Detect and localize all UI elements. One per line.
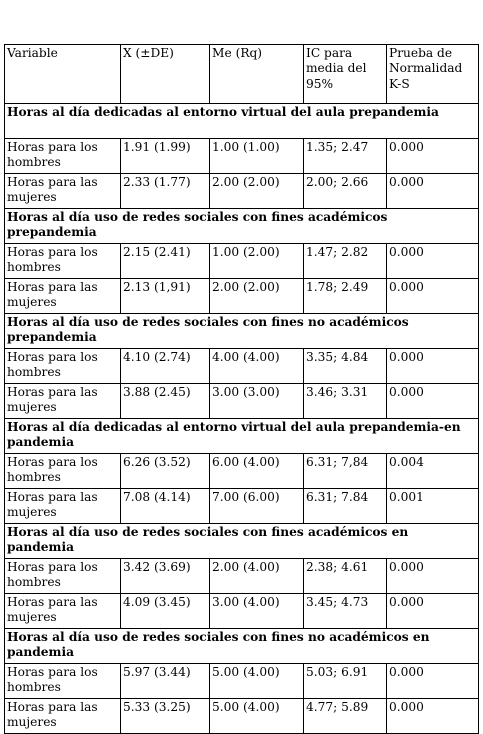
cell-confidence-interval: 6.31; 7.84 bbox=[304, 489, 387, 524]
table-row bbox=[5, 349, 479, 384]
table-row bbox=[5, 594, 479, 629]
table-row bbox=[5, 699, 479, 734]
cell-variable: Horas para las mujeres bbox=[5, 174, 121, 209]
cell-confidence-interval: 1.78; 2.49 bbox=[304, 279, 387, 314]
cell-variable: Horas para las mujeres bbox=[5, 594, 121, 629]
cell-normality-test: 0.000 bbox=[387, 279, 479, 314]
cell-mean-sd: 6.26 (3.52) bbox=[121, 454, 210, 489]
cell-median-iqr: 2.00 (2.00) bbox=[210, 279, 304, 314]
cell-mean-sd: 4.09 (3.45) bbox=[121, 594, 210, 629]
table-row bbox=[5, 139, 479, 174]
cell-median-iqr: 5.00 (4.00) bbox=[210, 664, 304, 699]
cell-normality-test: 0.000 bbox=[387, 559, 479, 594]
cell-variable: Horas para las mujeres bbox=[5, 699, 121, 734]
cell-normality-test: 0.000 bbox=[387, 594, 479, 629]
statistics-table bbox=[4, 44, 479, 734]
cell-mean-sd: 3.88 (2.45) bbox=[121, 384, 210, 419]
cell-variable: Horas para los hombres bbox=[5, 454, 121, 489]
cell-mean-sd: 7.08 (4.14) bbox=[121, 489, 210, 524]
cell-variable: Horas para los hombres bbox=[5, 664, 121, 699]
cell-median-iqr: 7.00 (6.00) bbox=[210, 489, 304, 524]
cell-normality-test: 0.001 bbox=[387, 489, 479, 524]
cell-median-iqr: 3.00 (4.00) bbox=[210, 594, 304, 629]
cell-normality-test: 0.000 bbox=[387, 174, 479, 209]
cell-mean-sd: 1.91 (1.99) bbox=[121, 139, 210, 174]
section-header-row bbox=[5, 419, 479, 454]
section-header-row bbox=[5, 104, 479, 139]
cell-median-iqr: 5.00 (4.00) bbox=[210, 699, 304, 734]
cell-normality-test: 0.000 bbox=[387, 139, 479, 174]
cell-median-iqr: 4.00 (4.00) bbox=[210, 349, 304, 384]
table-row bbox=[5, 244, 479, 279]
cell-confidence-interval: 2.38; 4.61 bbox=[304, 559, 387, 594]
cell-median-iqr: 3.00 (3.00) bbox=[210, 384, 304, 419]
cell-confidence-interval: 6.31; 7,84 bbox=[304, 454, 387, 489]
cell-variable: Horas para las mujeres bbox=[5, 489, 121, 524]
section-header-row bbox=[5, 314, 479, 349]
header-variable: Variable bbox=[5, 45, 121, 104]
cell-normality-test: 0.000 bbox=[387, 384, 479, 419]
cell-median-iqr: 1.00 (2.00) bbox=[210, 244, 304, 279]
cell-confidence-interval: 5.03; 6.91 bbox=[304, 664, 387, 699]
cell-mean-sd: 2.13 (1,91) bbox=[121, 279, 210, 314]
cell-normality-test: 0.000 bbox=[387, 244, 479, 279]
table-row bbox=[5, 559, 479, 594]
cell-median-iqr: 6.00 (4.00) bbox=[210, 454, 304, 489]
cell-confidence-interval: 3.46; 3.31 bbox=[304, 384, 387, 419]
header-mean-sd: X (±DE) bbox=[121, 45, 210, 104]
cell-variable: Horas para las mujeres bbox=[5, 279, 121, 314]
section-title: Horas al día uso de redes sociales con fines no académicos prepandemia bbox=[5, 314, 479, 349]
cell-median-iqr: 2.00 (2.00) bbox=[210, 174, 304, 209]
cell-confidence-interval: 3.35; 4.84 bbox=[304, 349, 387, 384]
cell-variable: Horas para los hombres bbox=[5, 139, 121, 174]
table-row bbox=[5, 279, 479, 314]
cell-variable: Horas para las mujeres bbox=[5, 384, 121, 419]
section-header-row bbox=[5, 209, 479, 244]
cell-median-iqr: 2.00 (4.00) bbox=[210, 559, 304, 594]
cell-normality-test: 0.004 bbox=[387, 454, 479, 489]
cell-variable: Horas para los hombres bbox=[5, 559, 121, 594]
header-row bbox=[5, 45, 479, 104]
cell-mean-sd: 3.42 (3.69) bbox=[121, 559, 210, 594]
table-body bbox=[5, 104, 479, 734]
section-title: Horas al día dedicadas al entorno virtual del aula prepandemia-en pandemia bbox=[5, 419, 479, 454]
table-row bbox=[5, 384, 479, 419]
cell-confidence-interval: 2.00; 2.66 bbox=[304, 174, 387, 209]
cell-variable: Horas para los hombres bbox=[5, 349, 121, 384]
cell-mean-sd: 4.10 (2.74) bbox=[121, 349, 210, 384]
cell-mean-sd: 2.33 (1.77) bbox=[121, 174, 210, 209]
table-row bbox=[5, 174, 479, 209]
header-normality-test: Prueba de Normalidad K-S bbox=[387, 45, 479, 104]
table-row bbox=[5, 489, 479, 524]
cell-normality-test: 0.000 bbox=[387, 664, 479, 699]
cell-mean-sd: 2.15 (2.41) bbox=[121, 244, 210, 279]
cell-confidence-interval: 3.45; 4.73 bbox=[304, 594, 387, 629]
section-title: Horas al día uso de redes sociales con fines académicos en pandemia bbox=[5, 524, 479, 559]
table-row bbox=[5, 454, 479, 489]
section-title: Horas al día uso de redes sociales con fines académicos prepandemia bbox=[5, 209, 479, 244]
cell-confidence-interval: 1.35; 2.47 bbox=[304, 139, 387, 174]
section-title: Horas al día uso de redes sociales con fines no académicos en pandemia bbox=[5, 629, 479, 664]
section-header-row bbox=[5, 629, 479, 664]
table-row bbox=[5, 664, 479, 699]
cell-variable: Horas para los hombres bbox=[5, 244, 121, 279]
cell-confidence-interval: 4.77; 5.89 bbox=[304, 699, 387, 734]
cell-mean-sd: 5.33 (3.25) bbox=[121, 699, 210, 734]
cell-mean-sd: 5.97 (3.44) bbox=[121, 664, 210, 699]
cell-confidence-interval: 1.47; 2.82 bbox=[304, 244, 387, 279]
cell-median-iqr: 1.00 (1.00) bbox=[210, 139, 304, 174]
cell-normality-test: 0.000 bbox=[387, 699, 479, 734]
section-header-row bbox=[5, 524, 479, 559]
section-title: Horas al día dedicadas al entorno virtual del aula prepandemia bbox=[5, 104, 479, 139]
header-confidence-interval: IC para media del 95% bbox=[304, 45, 387, 104]
header-median-iqr: Me (Rq) bbox=[210, 45, 304, 104]
cell-normality-test: 0.000 bbox=[387, 349, 479, 384]
